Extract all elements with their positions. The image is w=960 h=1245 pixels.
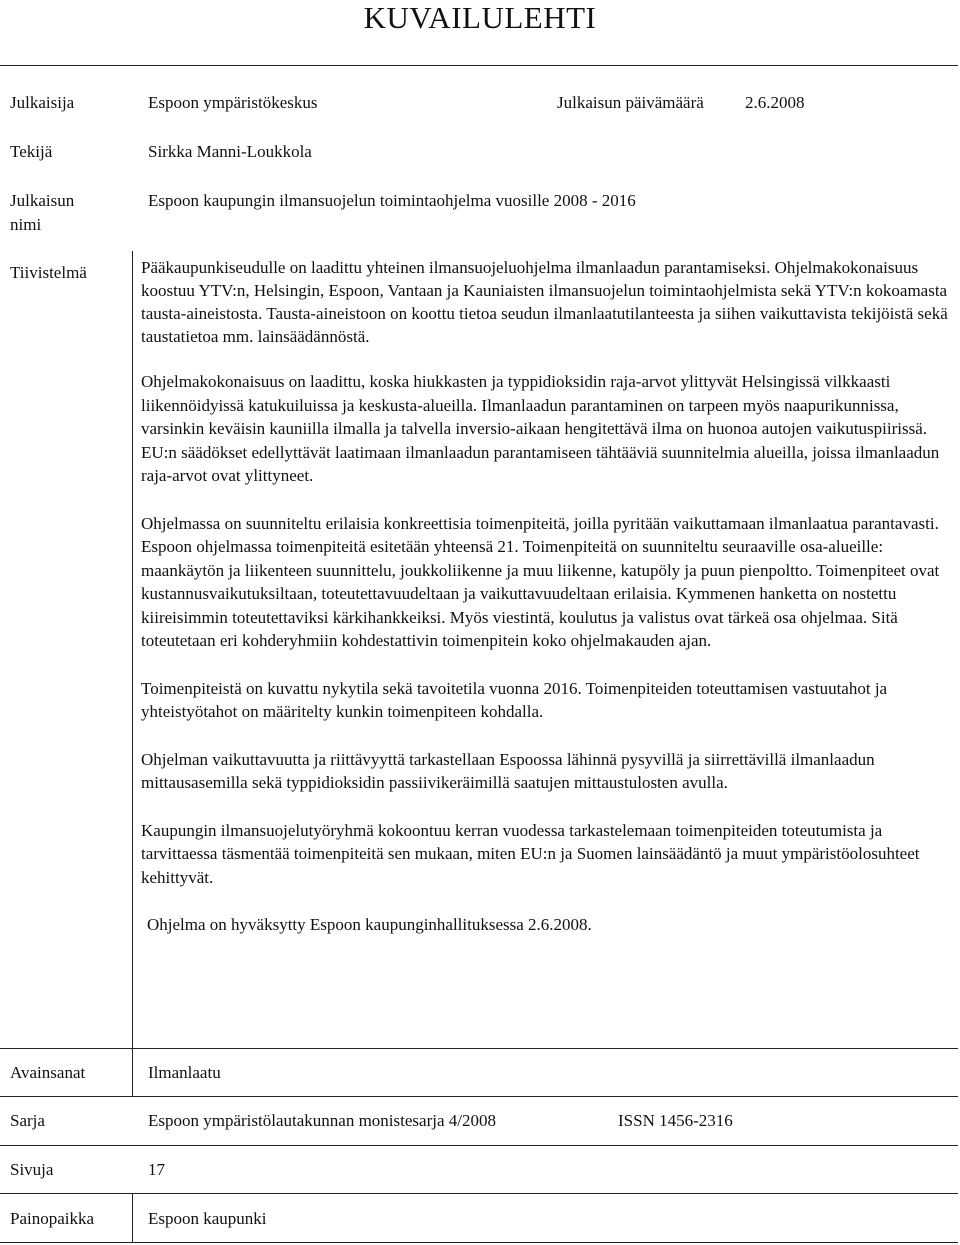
abstract-label: Tiivistelmä (10, 263, 87, 282)
printer-value: Espoon kaupunki (148, 1209, 267, 1228)
abstract-paragraph: Toimenpiteistä on kuvattu nykytila sekä tavoitetila vuonna 2016. Toimenpiteiden toteuttamisen vastuutahot ja yhteistyötahot on määritelty kunkin toimenpiteen kohdalla. (141, 678, 888, 721)
printer-label: Painopaikka (10, 1209, 95, 1228)
series-label: Sarja (10, 1111, 45, 1130)
author-value: Sirkka Manni-Loukkola (148, 142, 312, 161)
publication-name-label-line1: Julkaisun (10, 191, 75, 210)
row-divider-keywords (0, 1048, 958, 1049)
keywords-label: Avainsanat (10, 1063, 86, 1082)
abstract-paragraph: Ohjelmakokonaisuus on laadittu, koska hiukkasten ja typpidioksidin raja-arvot ylittyvät Helsingissä vilkkaasti liikennöidyissä katukuiluissa ja keskusta-alueilla. Ilmanlaadun parantaminen on tarpeen myös naapurikunnissa, varsinkin keväisin kauniilla ilmalla ja talvella inversio-aikaan hengitettävä ilma on huonoa autojen vaikutuspiirissä. EU:n säädökset edellyttävät laatimaan ilmanlaadun parantamiseen tähtääviä suunnitelmia alueilla, joissa ilmanlaadun raja-arvot ovat ylittyneet. (141, 372, 940, 485)
publication-name-value: Espoon kaupungin ilmansuojelun toimintaohjelma vuosille 2008 - 2016 (148, 191, 636, 210)
pages-value: 17 (148, 1160, 165, 1179)
publication-name-label-line2: nimi (10, 215, 42, 234)
page-title: KUVAILULEHTI (363, 0, 597, 35)
series-value: Espoon ympäristölautakunnan monistesarja 4/2008 (148, 1111, 496, 1130)
abstract-paragraph: Ohjelma on hyväksytty Espoon kaupunginhallituksessa 2.6.2008. (147, 915, 592, 934)
abstract-paragraph: Pääkaupunkiseudulle on laadittu yhteinen ilmansuojeluohjelma ilmanlaadun parantamiseksi. Ohjelmakokonaisuus koostuu YTV:n, Helsingin, Espoon, Vantaan ja Kauniaisten ilmansuojelun toimintaohjelmista sekä YTV:n kokoamasta tausta-aineistosta. Tausta-aineistoon on koottu tietoa seudun ilmanlaatutilanteesta ja siihen vaikuttavista tekijöistä sekä taustatietoa mm. lainsäädännöstä. (141, 258, 948, 346)
abstract-paragraph: Ohjelmassa on suunniteltu erilaisia konkreettisia toimenpiteitä, joilla pyritään vaikuttamaan ilmanlaatua parantavasti. Espoon ohjelmassa toimenpiteitä esitetään yhteensä 21. Toimenpiteitä on suunniteltu seuraaville osa-alueille: maankäytön ja liikenteen suunnittelu, joukkoliikenne ja muu liikenne, katupöly ja puun pienpoltto. Toimenpiteet ovat kustannusvaikutuksiltaan, toteutettavuudeltaan ja vaikuttavuudeltaan erilaisia. Kymmenen hanketta on nostettu kiireisimmin toteutettaviksi kärkihankkeiksi. Myös viestintä, koulutus ja valistus ovat tärkeä osa ohjelmaa. Sitä toteutetaan eri kohderyhmiin kohdestattivin toimenpitein koko ohjelmakauden ajan. (141, 513, 940, 650)
author-label: Tekijä (10, 142, 53, 161)
publisher-value: Espoon ympäristökeskus (148, 93, 318, 112)
keywords-value: Ilmanlaatu (148, 1063, 221, 1082)
row-divider-series (0, 1096, 958, 1097)
row-divider-pages (0, 1145, 958, 1146)
printer-column-divider (132, 1193, 133, 1242)
abstract-paragraph: Ohjelman vaikuttavuutta ja riittävyyttä tarkastellaan Espoossa lähinnä pysyvillä ja siirrettävillä ilmanlaadun mittausasemilla sekä typpidioksidin passiivikeräimillä saatujen mittaustulosten avulla. (141, 749, 875, 792)
publication-date-value: 2.6.2008 (745, 93, 805, 112)
pages-label: Sivuja (10, 1160, 54, 1179)
issn-value: ISSN 1456-2316 (618, 1111, 733, 1130)
abstract-paragraph: Kaupungin ilmansuojelutyöryhmä kokoontuu kerran vuodessa tarkastelemaan toimenpiteiden toteutumista ja tarvittaessa täsmentää toimenpiteitä sen mukaan, miten EU:n ja Suomen lainsäädäntö ja muut ympäristöolosuhteet kehittyvät. (141, 820, 920, 887)
table-bottom-border (0, 1242, 958, 1243)
abstract-text (141, 256, 951, 961)
table-top-border (0, 65, 958, 66)
publication-date-label: Julkaisun päivämäärä (557, 93, 704, 112)
abstract-column-divider (132, 251, 133, 1048)
keywords-column-divider (132, 1048, 133, 1096)
row-divider-printer (0, 1193, 958, 1194)
publisher-label: Julkaisija (10, 93, 75, 112)
